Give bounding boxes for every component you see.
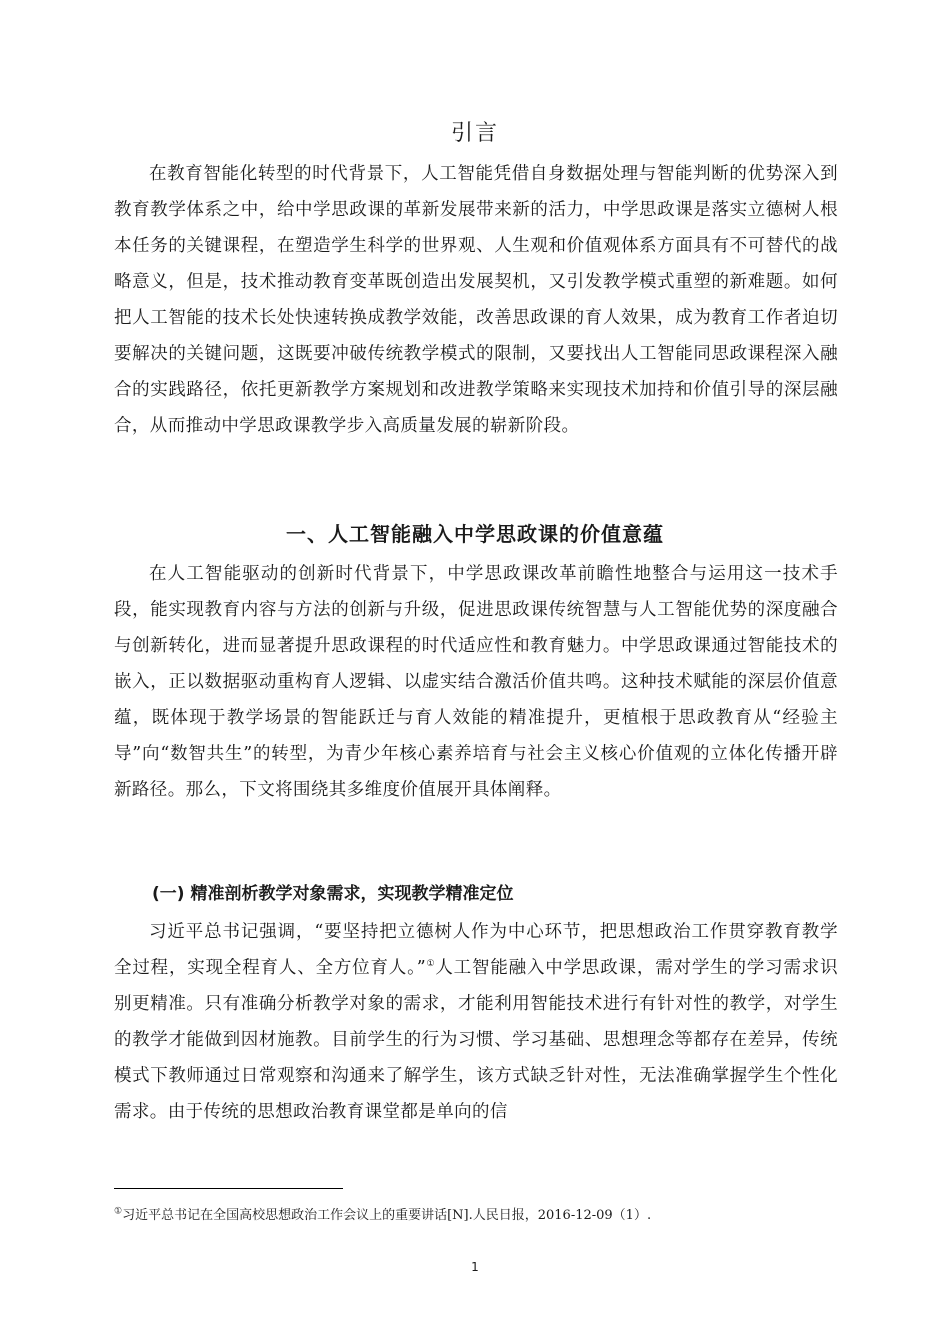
footnote-text: 习近平总书记在全国高校思想政治工作会议上的重要讲话[N].人民日报，2016-12-09（1）. — [122, 1208, 652, 1223]
intro-paragraph: 在教育智能化转型的时代背景下，人工智能凭借自身数据处理与智能判断的优势深入到教育教学体系之中，给中学思政课的革新发展带来新的活力，中学思政课是落实立德树人根本任务的关键课程，在塑造学生科学的世界观、人生观和价值观体系方面具有不可替代的战略意义，但是，技术推动教育变革既创造出发展契机，又引发教学模式重塑的新难题。如何把人工智能的技术长处快速转换成教学效能，改善思政课的育人效果，成为教育工作者迫切要解决的关键问题，这既要冲破传统教学模式的限制，又要找出人工智能同思政课程深入融合的实践路径，依托更新教学方案规划和改进教学策略来实现技术加持和价值引导的深层融合，从而推动中学思政课教学步入高质量发展的崭新阶段。 — [114, 164, 838, 436]
section-1-title: 一、人工智能融入中学思政课的价值意蕴 — [286, 522, 664, 546]
footnote-marker: ① — [114, 1206, 123, 1217]
subsection-1-paragraph — [114, 914, 838, 1130]
subsection-1-paragraph-part1: 习近平总书记强调，“要坚持把立德树人作为中心环节，把思想政治工作贯穿教育教学全过程，实现全程育人、全方位育人。” — [114, 922, 838, 978]
subsection-1-title: (一) 精准剖析教学对象需求，实现教学精准定位 — [152, 884, 514, 904]
page-number: 1 — [471, 1260, 479, 1274]
subsection-1-paragraph-part2: 人工智能融入中学思政课，需对学生的学习需求识别更精准。只有准确分析教学对象的需求，才能利用智能技术进行有针对性的教学，对学生的教学才能做到因材施教。目前学生的行为习惯、学习基础、思想理念等都存在差异，传统模式下教师通过日常观察和沟通来了解学生，该方式缺乏针对性，无法准确掌握学生个性化需求。由于传统的思想政治教育课堂都是单向的信 — [114, 958, 838, 1122]
footnote-divider — [114, 1188, 343, 1189]
section-1-paragraph: 在人工智能驱动的创新时代背景下，中学思政课改革前瞻性地整合与运用这一技术手段，能实现教育内容与方法的创新与升级，促进思政课传统智慧与人工智能优势的深度融合与创新转化，进而显著提升思政课程的时代适应性和教育魅力。中学思政课通过智能技术的嵌入，正以数据驱动重构育人逻辑、以虚实结合激活价值共鸣。这种技术赋能的深层价值意蕴，既体现于教学场景的智能跃迁与育人效能的精准提升，更植根于思政教育从“经验主导”向“数智共生”的转型，为青少年核心素养培育与社会主义核心价值观的立体化传播开辟新路径。那么，下文将围绕其多维度价值展开具体阐释。 — [114, 564, 838, 800]
footnote — [114, 1206, 838, 1226]
intro-title: 引言 — [450, 121, 499, 146]
footnote-reference: ① — [426, 959, 436, 970]
